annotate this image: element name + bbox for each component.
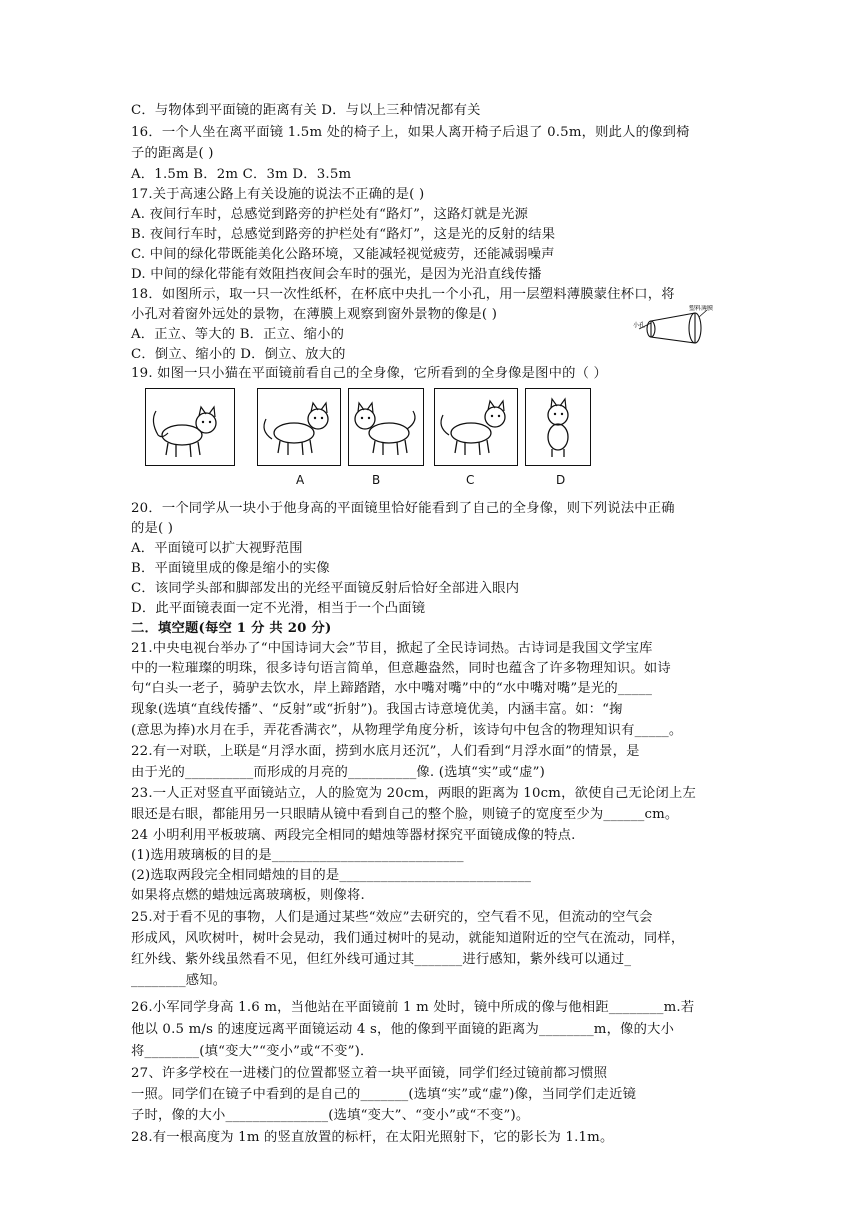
q27-line-2: 一照。同学们在镜子中看到的是自己的_______(选填“实”或“虚”)像，当同学们走近镜 — [131, 1087, 637, 1102]
q20-stem: 20．一个同学从一块小于他身高的平面镜里恰好能看到了自己的全身像，则下列说法中正确 — [131, 501, 675, 516]
q20-option-c: C．该同学头部和脚部发出的光经平面镜反射后恰好全部进入眼内 — [131, 581, 520, 596]
q21-line-4: 现象(选填“直线传播”、“反射”或“折射”)。我国古诗意境优美，内涵丰富。如：“掬 — [131, 702, 623, 717]
option-a-panel — [257, 388, 341, 466]
q24-part-1: (1)选用玻璃板的目的是____________________________ — [131, 848, 464, 863]
figure-label-d: D — [556, 473, 566, 487]
q17-stem: 17.关于高速公路上有关设施的说法不正确的是( ) — [131, 187, 425, 202]
cat-icon — [526, 389, 590, 465]
figure-label-b: B — [372, 473, 381, 487]
q26-line-3: 将________(填“变大”“变小”或“不变”)． — [131, 1044, 374, 1059]
q21-line-3: 句“白头一老子，骑驴去饮水，岸上蹄踏踏，水中嘴对嘴”中的“水中嘴对嘴”是光的_____ — [131, 681, 653, 696]
q16-options: A．1.5m B．2m C．3m D．3.5m — [131, 167, 352, 182]
q23-line-1: 23.一人正对竖直平面镜站立，人的脸宽为 20cm，两眼的距离为 10cm，欲使自己无论闭上左 — [131, 786, 697, 801]
q28-line-1: 28.有一根高度为 1m 的竖直放置的标杆，在太阳光照射下，它的影长为 1.1m。 — [131, 1130, 614, 1145]
q22-line-1: 22.有一对联，上联是“月浮水面，捞到水底月还沉”，人们看到“月浮水面”的情景，是 — [131, 744, 640, 759]
option-c-panel — [434, 388, 518, 466]
option-d-panel — [525, 388, 591, 466]
section-heading: 二．填空题(每空 1 分 共 20 分) — [131, 621, 332, 636]
q22-line-2: 由于光的__________而形成的月亮的__________像. (选填“实”或“虚”) — [131, 765, 546, 780]
q25-line-3: 红外线、紫外线虽然看不见，但红外线可通过其_______进行感知，紫外线可以通过_ — [131, 952, 632, 967]
q23-line-2: 眼还是右眼，都能用另一只眼睛从镜中看到自己的整个脸，则镜子的宽度至少为______cm。 — [131, 807, 679, 822]
q20-option-d: D．此平面镜表面一定不光滑，相当于一个凸面镜 — [131, 601, 426, 616]
figure-label-a: A — [296, 473, 305, 487]
cat-icon — [349, 389, 423, 465]
pinhole-cup-figure — [633, 305, 715, 351]
q17-option-d: D. 中间的绿化带能有效阻挡夜间会车时的强光，是因为光沿直线传播 — [131, 267, 542, 282]
q16-stem-cont: 子的距离是( ) — [131, 146, 214, 161]
q21-line-5: (意思为捧)水月在手，弄花香满衣”，从物理学角度分析，该诗句中包含的物理知识有_____。 — [131, 723, 683, 738]
q15-options-cd: C．与物体到平面镜的距离有关 D．与以上三种情况都有关 — [131, 103, 481, 118]
q18-stem: 18．如图所示，取一只一次性纸杯，在杯底中央扎一个小孔，用一层塑料薄膜蒙住杯口，将 — [131, 287, 675, 302]
q20-option-a: A．平面镜可以扩大视野范围 — [131, 541, 303, 556]
q25-line-1: 25.对于看不见的事物，人们是通过某些“效应”去研究的，空气看不见，但流动的空气会 — [131, 910, 653, 925]
q20-stem-cont: 的是( ) — [131, 521, 174, 536]
q17-option-b: B. 夜间行车时，总感觉到路旁的护栏处有“路灯”，这是光的反射的结果 — [131, 227, 556, 242]
q24-part-2: (2)选取两段完全相同蜡烛的目的是____________________________ — [131, 868, 532, 883]
q21-line-2: 中的一粒璀璨的明珠，很多诗句语言简单，但意趣盎然，同时也蕴含了许多物理知识。如诗 — [131, 661, 671, 676]
cat-icon — [146, 389, 234, 465]
cat-mirror-figure — [145, 388, 595, 466]
q18-options-cd: C．倒立、缩小的 D．倒立、放大的 — [131, 347, 346, 362]
q24-part-3: 如果将点燃的蜡烛远离玻璃板，则像将. — [131, 888, 365, 903]
q26-line-2: 他以 0.5 m/s 的速度远离平面镜运动 4 s，他的像到平面镜的距离为________m，像的大小 — [131, 1022, 675, 1037]
q18-options-ab: A．正立、等大的 B．正立、缩小的 — [131, 327, 345, 342]
q25-line-2: 形成风，风吹树叶，树叶会晃动，我们通过树叶的晃动，就能知道附近的空气在流动，同样， — [131, 931, 685, 946]
q16-stem: 16．一个人坐在离平面镜 1.5m 处的椅子上，如果人离开椅子后退了 0.5m，则此人的像到椅 — [131, 125, 690, 140]
q18-stem-cont: 小孔对着窗外远处的景物，在薄膜上观察到窗外景物的像是( ) — [131, 307, 498, 322]
option-b-panel — [348, 388, 424, 466]
q17-option-c: C. 中间的绿化带既能美化公路环境，又能减轻视觉疲劳，还能减弱噪声 — [131, 247, 555, 262]
cat-icon — [258, 389, 340, 465]
original-cat-panel — [145, 388, 235, 466]
q19-stem: 19. 如图一只小猫在平面镜前看自己的全身像，它所看到的全身像是图中的（ ） — [131, 366, 607, 381]
hole-label: 小孔 — [633, 322, 646, 329]
q27-line-1: 27、许多学校在一进楼门的位置都竖立着一块平面镜，同学们经过镜前都习惯照 — [131, 1066, 608, 1081]
q25-line-4: ________感知。 — [131, 973, 227, 988]
film-label: 塑料薄膜 — [689, 305, 714, 312]
q26-line-1: 26.小军同学身高 1.6 m，当他站在平面镜前 1 m 处时，镜中所成的像与他相距________m.若 — [131, 1000, 695, 1015]
q27-line-3: 子时，像的大小_______________(选填“变大”、“变小”或“不变”)。 — [131, 1108, 530, 1123]
q17-option-a: A. 夜间行车时，总感觉到路旁的护栏处有“路灯”，这路灯就是光源 — [131, 207, 529, 222]
q21-line-1: 21.中央电视台举办了“中国诗词大会”节目，掀起了全民诗词热。古诗词是我国文学宝库 — [131, 641, 653, 656]
cat-icon — [435, 389, 517, 465]
figure-label-c: C — [466, 473, 475, 487]
q24-stem: 24 小明利用平板玻璃、两段完全相同的蜡烛等器材探究平面镜成像的特点. — [131, 828, 576, 843]
q20-option-b: B．平面镜里成的像是缩小的实像 — [131, 561, 330, 576]
